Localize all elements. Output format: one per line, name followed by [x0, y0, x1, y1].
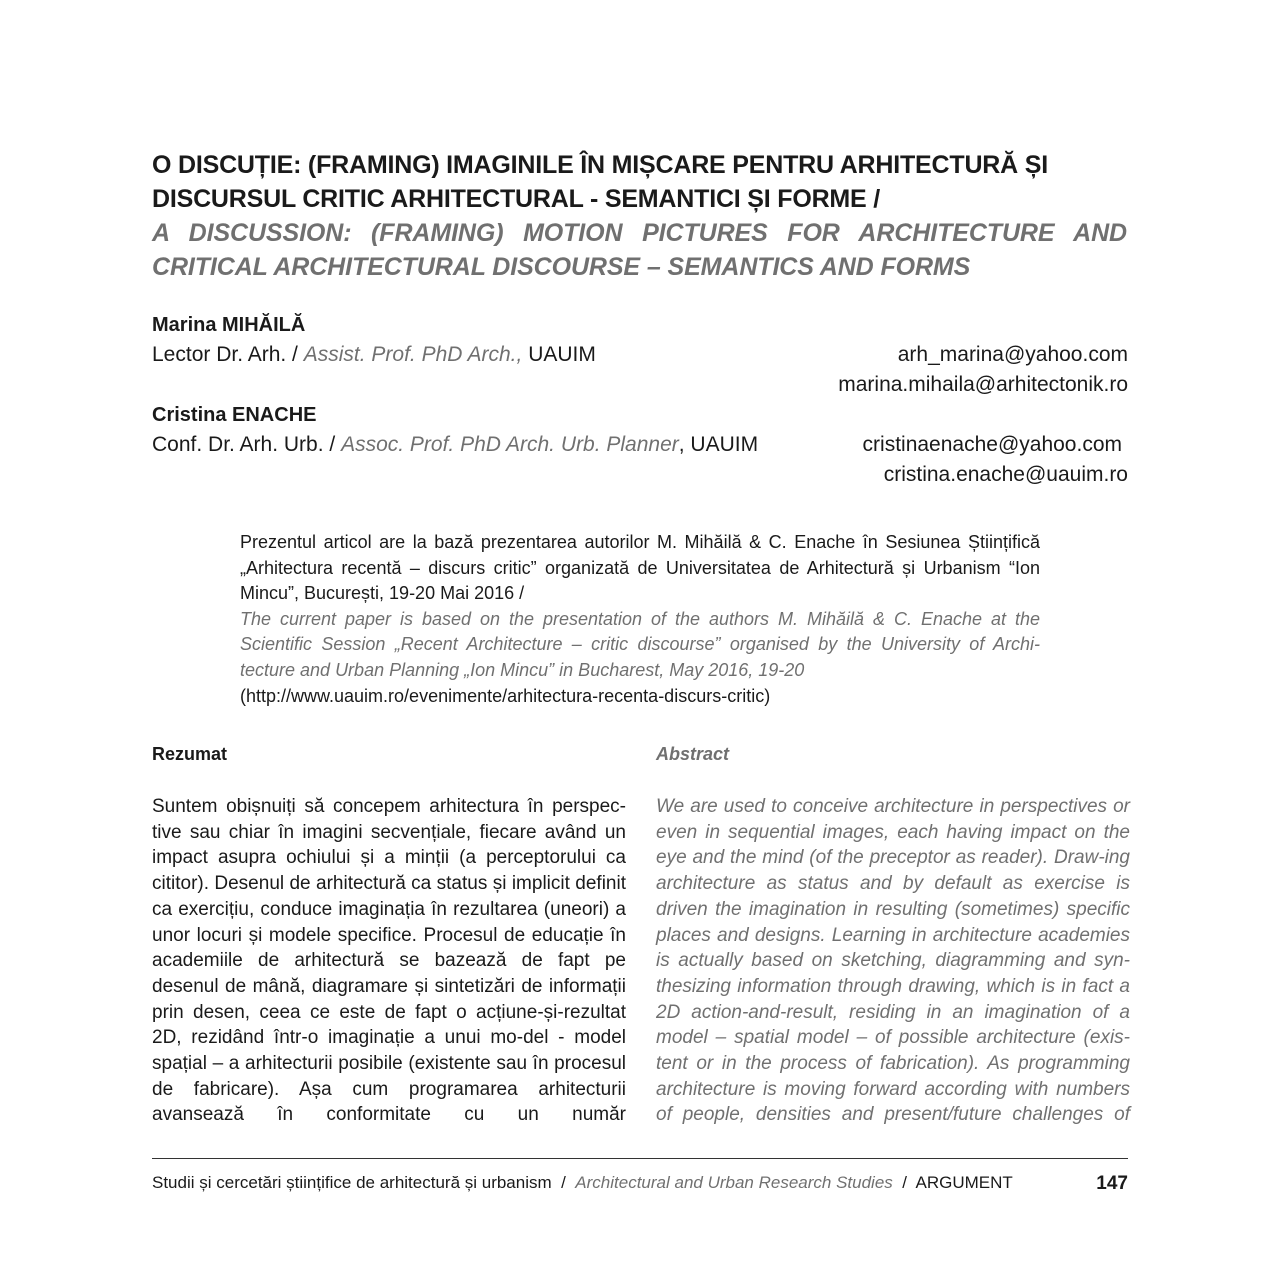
footer-separator-1: / [551, 1173, 576, 1192]
author-1-email-primary[interactable]: arh_marina@yahoo.com [897, 343, 1128, 366]
author-2-role-ro: Conf. Dr. Arh. Urb. / [152, 433, 342, 456]
title-romanian [152, 148, 1132, 216]
note-english: The current paper is based on the presentation of the authors M. Mihăilă & C. Enache at the Scientific Session „Recent Architecture – critic discourse” organised by the University of Archi-tecture and Urban Planning „Ion Mincu” in Bucharest, May 2016, 19-20 [240, 608, 1040, 680]
author-1-institution: UAUIM [522, 343, 596, 366]
abstract-heading-en: Abstract [656, 744, 730, 764]
author-2-name: Cristina ENACHE [152, 404, 317, 426]
author-1-role-ro: Lector Dr. Arh. / [152, 343, 304, 366]
title-ro-line-1: O DISCUȚIE: (FRAMING) IMAGINILE ÎN MIȘCARE PENTRU ARHITECTURĂ ȘI [152, 151, 1048, 179]
footer-divider [152, 1158, 1128, 1159]
title-english [152, 216, 1127, 284]
presentation-note [240, 530, 1040, 709]
footer-journal-en: Architectural and Urban Research Studies [575, 1173, 893, 1192]
title-en-line-1: A DISCUSSION: (FRAMING) MOTION PICTURES FOR ARCHITECTURE AND [152, 219, 1127, 247]
abstract-text-en: We are used to conceive architecture in perspectives or even in sequential images, each having impact on the eye and the mind (of the preceptor as reader). Draw-ing architecture as status and by default as exercise is driven the imagination in resulting (sometimes) specific places and designs. Learning in architecture academies is actually based on sketching, diagramming and syn-thesizing information through drawing, which is in fact a 2D action-and-result, residing in an imagination of a model – spatial model – of possible architecture (exis-tent or in the process of fabrication). As programming architecture is moving forward according with numbers of people, densities and present/future challenges of [656, 796, 1130, 1126]
page-number: 147 [1096, 1173, 1128, 1194]
author-1-name: Marina MIHĂILĂ [152, 314, 306, 336]
footer-section: ARGUMENT [915, 1173, 1013, 1192]
note-url-link[interactable]: (http://www.uauim.ro/evenimente/arhitectura-recenta-discurs-critic) [240, 685, 771, 706]
author-1-email-secondary[interactable]: marina.mihaila@arhitectonik.ro [838, 373, 1128, 396]
title-ro-line-2: DISCURSUL CRITIC ARHITECTURAL - SEMANTICI ȘI FORME / [152, 185, 881, 213]
footer-journal-ro: Studii și cercetări științifice de arhitectură și urbanism [152, 1173, 552, 1192]
author-2-institution: , UAUIM [678, 433, 759, 456]
footer-separator-2: / [892, 1173, 916, 1192]
author-1-role-en: Assist. Prof. PhD Arch., [303, 343, 523, 366]
author-2-affiliation [152, 433, 758, 457]
abstract-text-ro: Suntem obișnuiți să concepem arhitectura în perspec-tive sau chiar în imagini secvențiale, fiecare având un impact asupra ochiului și a minții (a perceptorului ca cititor). Desenul de arhitectură ca status și implicit definit ca exercițiu, conduce imaginația în rezultarea (uneori) a unor locuri și modele specifice. Procesul de educație în academiile de arhitectură se bazează de fapt pe desenul de mână, diagramare și sintetizări de informații prin desen, ceea ce este de fapt o acțiune-și-rezultat 2D, rezidând într-o imaginație a unui mo-del - model spațial – a arhitecturii posibile (existente sau în procesul de fabricare). Așa cum programarea arhitecturii avansează în conformitate cu un număr [152, 796, 626, 1126]
author-2-role-en: Assoc. Prof. PhD Arch. Urb. Planner [341, 433, 679, 456]
author-2-email-primary[interactable]: cristinaenache@yahoo.com [862, 433, 1122, 456]
title-en-line-2: CRITICAL ARCHITECTURAL DISCOURSE – SEMANTICS AND FORMS [152, 253, 971, 281]
abstract-heading-ro: Rezumat [152, 744, 228, 764]
running-footer [152, 1173, 1128, 1193]
author-1-affiliation [152, 343, 596, 367]
author-2-email-secondary[interactable]: cristina.enache@uauim.ro [883, 463, 1128, 486]
note-romanian: Prezentul articol are la bază prezentarea autorilor M. Mihăilă & C. Enache în Sesiunea Științifică „Arhitectura recentă – discurs critic” organizată de Universitatea de Arhitectură și Urbanism “Ion Mincu”, București, 19-20 Mai 2016 / [240, 532, 1040, 604]
